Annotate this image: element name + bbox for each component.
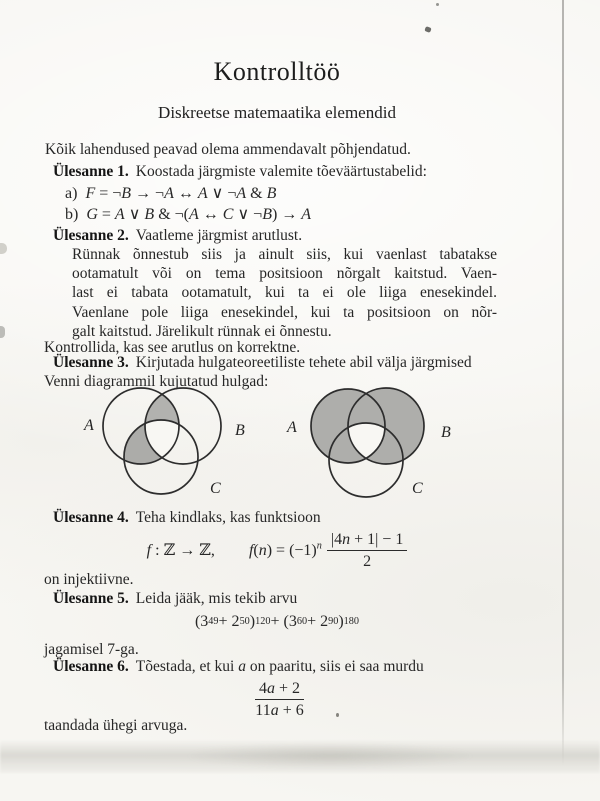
problem-4-outro: on injektiivne. bbox=[44, 571, 134, 588]
ink-speck bbox=[424, 26, 431, 33]
function-signature: f : ℤ → ℤ, bbox=[146, 541, 215, 559]
function-definition-lhs: $f(n) = (-1)^n$ bbox=[248, 540, 322, 559]
problem-2-intro: Vaatleme järgmist arutlust. bbox=[135, 227, 303, 244]
numerator: 4a + 2 bbox=[255, 679, 304, 700]
venn1-set-label-b: B bbox=[235, 422, 245, 439]
venn1-set-label-c: C bbox=[210, 480, 221, 497]
problem-6-outro: taandada ühegi arvuga. bbox=[44, 717, 188, 734]
problem-4-label: Ülesanne 4. bbox=[53, 509, 129, 526]
item-b-marker: b) bbox=[65, 206, 79, 223]
item-a-marker: a) bbox=[65, 185, 78, 202]
problem-1-item-a bbox=[65, 184, 525, 203]
problem-4-heading bbox=[53, 508, 513, 527]
fraction bbox=[255, 679, 304, 720]
problem-1-heading bbox=[53, 162, 513, 181]
formula-a: F = ¬B → ¬A ↔ A ∨ ¬A & B bbox=[85, 185, 277, 202]
problem-5-intro: Leida jääk, mis tekib arvu bbox=[135, 590, 298, 607]
problem-4-formula bbox=[0, 531, 554, 569]
denominator: 11a + 6 bbox=[255, 702, 304, 719]
problem-6-intro: Tõestada, et kui a on paaritu, siis ei saa murdu bbox=[135, 658, 424, 675]
instruction-note: Kõik lahendused peavad olema ammendavalt põhjendatud. bbox=[45, 141, 411, 158]
denominator: 2 bbox=[363, 552, 372, 570]
formula-b: G = A ∨ B & ¬(A ↔ C ∨ ¬B) → A bbox=[86, 206, 312, 223]
problem-3-intro-line2: Venni diagrammil kujutatud hulgad: bbox=[44, 373, 269, 390]
problem-6-formula bbox=[0, 679, 554, 720]
problem-5-label: Ülesanne 5. bbox=[53, 590, 129, 607]
problem-1-label: Ülesanne 1. bbox=[53, 163, 129, 180]
problem-1-intro: Koostada järgmiste valemite tõeväärtustabelid: bbox=[135, 163, 427, 180]
problem-5-heading bbox=[53, 589, 513, 608]
problem-3-heading bbox=[53, 353, 513, 372]
problem-3-label: Ülesanne 3. bbox=[53, 354, 129, 371]
problem-5-outro: jagamisel 7-ga. bbox=[44, 641, 139, 658]
venn2-set-label-b: B bbox=[441, 424, 451, 441]
scan-edge-mark bbox=[0, 326, 5, 338]
venn2-set-label-c: C bbox=[412, 480, 423, 497]
problem-4-intro: Teha kindlaks, kas funktsioon bbox=[135, 509, 321, 526]
scan-edge-mark bbox=[0, 243, 7, 254]
venn-diagram-1 bbox=[70, 386, 260, 506]
problem-3-intro-line1: Kirjutada hulgateoreetiliste tehete abil välja järgmised bbox=[135, 354, 472, 371]
venn-diagram-2 bbox=[275, 386, 470, 506]
problem-6-label: Ülesanne 6. bbox=[53, 658, 129, 675]
problem-6-heading bbox=[53, 657, 513, 676]
page-subtitle: Diskreetse matemaatika elemendid bbox=[158, 103, 396, 122]
numerator: |4n + 1| − 1 bbox=[327, 530, 407, 551]
fraction bbox=[327, 530, 407, 571]
problem-2-heading bbox=[53, 226, 513, 245]
argument-quote: Rünnak õnnestub siis ja ainult siis, kui vaenlast tabatakse ootamatult või on tema positsioon nõrgalt kaitstud. Vaen- last ei tabata ootamatult, kui ta ei ole liiga enesekindel. Vaenlane pole liiga enesekindel, kui ta positsioon on nõr- galt kaitstud. Järelikult rünnak ei õnnestu. bbox=[72, 246, 497, 340]
page-title: Kontrolltöö bbox=[213, 57, 341, 86]
venn2-set-label-a: A bbox=[287, 419, 297, 436]
problem-2-label: Ülesanne 2. bbox=[53, 227, 129, 244]
problem-5-formula: ( 3 49 + 2 50 ) 120 + ( 3 60 + 2 90 ) 180 bbox=[194, 613, 360, 630]
bottom-scan-shadow-mottle bbox=[180, 744, 480, 768]
problem-2-outro: Kontrollida, kas see arutlus on korrektne. bbox=[44, 339, 301, 356]
ink-speck bbox=[336, 713, 339, 717]
ink-speck bbox=[436, 3, 439, 6]
problem-1-item-b bbox=[65, 205, 525, 224]
venn1-set-label-a: A bbox=[84, 417, 94, 434]
page-edge-line bbox=[562, 0, 564, 766]
